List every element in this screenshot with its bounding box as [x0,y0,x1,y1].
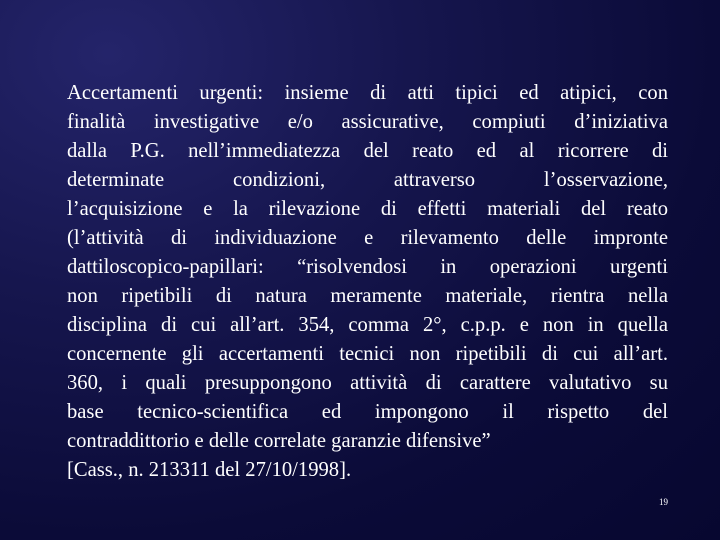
citation-text: Cass., n. 213311 del 27/10/1998]. [73,459,352,481]
text-line: concernente gli accertamenti tecnici non ripetibili di cui all’art. [67,343,668,365]
text-line: (l’attività di individuazione e rilevamento delle impronte [67,227,668,249]
slide-body-text [67,79,668,485]
text-line: finalità investigative e/o assicurative, compiuti d’iniziativa [67,111,668,133]
text-line: dalla P.G. nell’immediatezza del reato ed al ricorrere di [67,140,668,162]
text-line: Accertamenti urgenti: insieme di atti tipici ed atipici, con [67,82,668,104]
text-line: contraddittorio e delle correlate garanzie difensive” [67,430,491,452]
text-line: l’acquisizione e la rilevazione di effetti materiali del reato [67,198,668,220]
citation-bracket: [ [67,459,74,481]
text-line: dattiloscopico-papillari: “risolvendosi in operazioni urgenti [67,256,668,278]
text-line: disciplina di cui all’art. 354, comma 2°, c.p.p. e non in quella [67,314,668,336]
text-line: determinate condizioni, attraverso l’osservazione, [67,169,668,191]
text-line: base tecnico-scientifica ed impongono il rispetto del [67,401,668,423]
page-number: 19 [659,497,668,507]
text-line: 360, i quali presuppongono attività di carattere valutativo su [67,372,668,394]
citation [67,456,668,485]
text-line: non ripetibili di natura meramente materiale, rientra nella [67,285,668,307]
